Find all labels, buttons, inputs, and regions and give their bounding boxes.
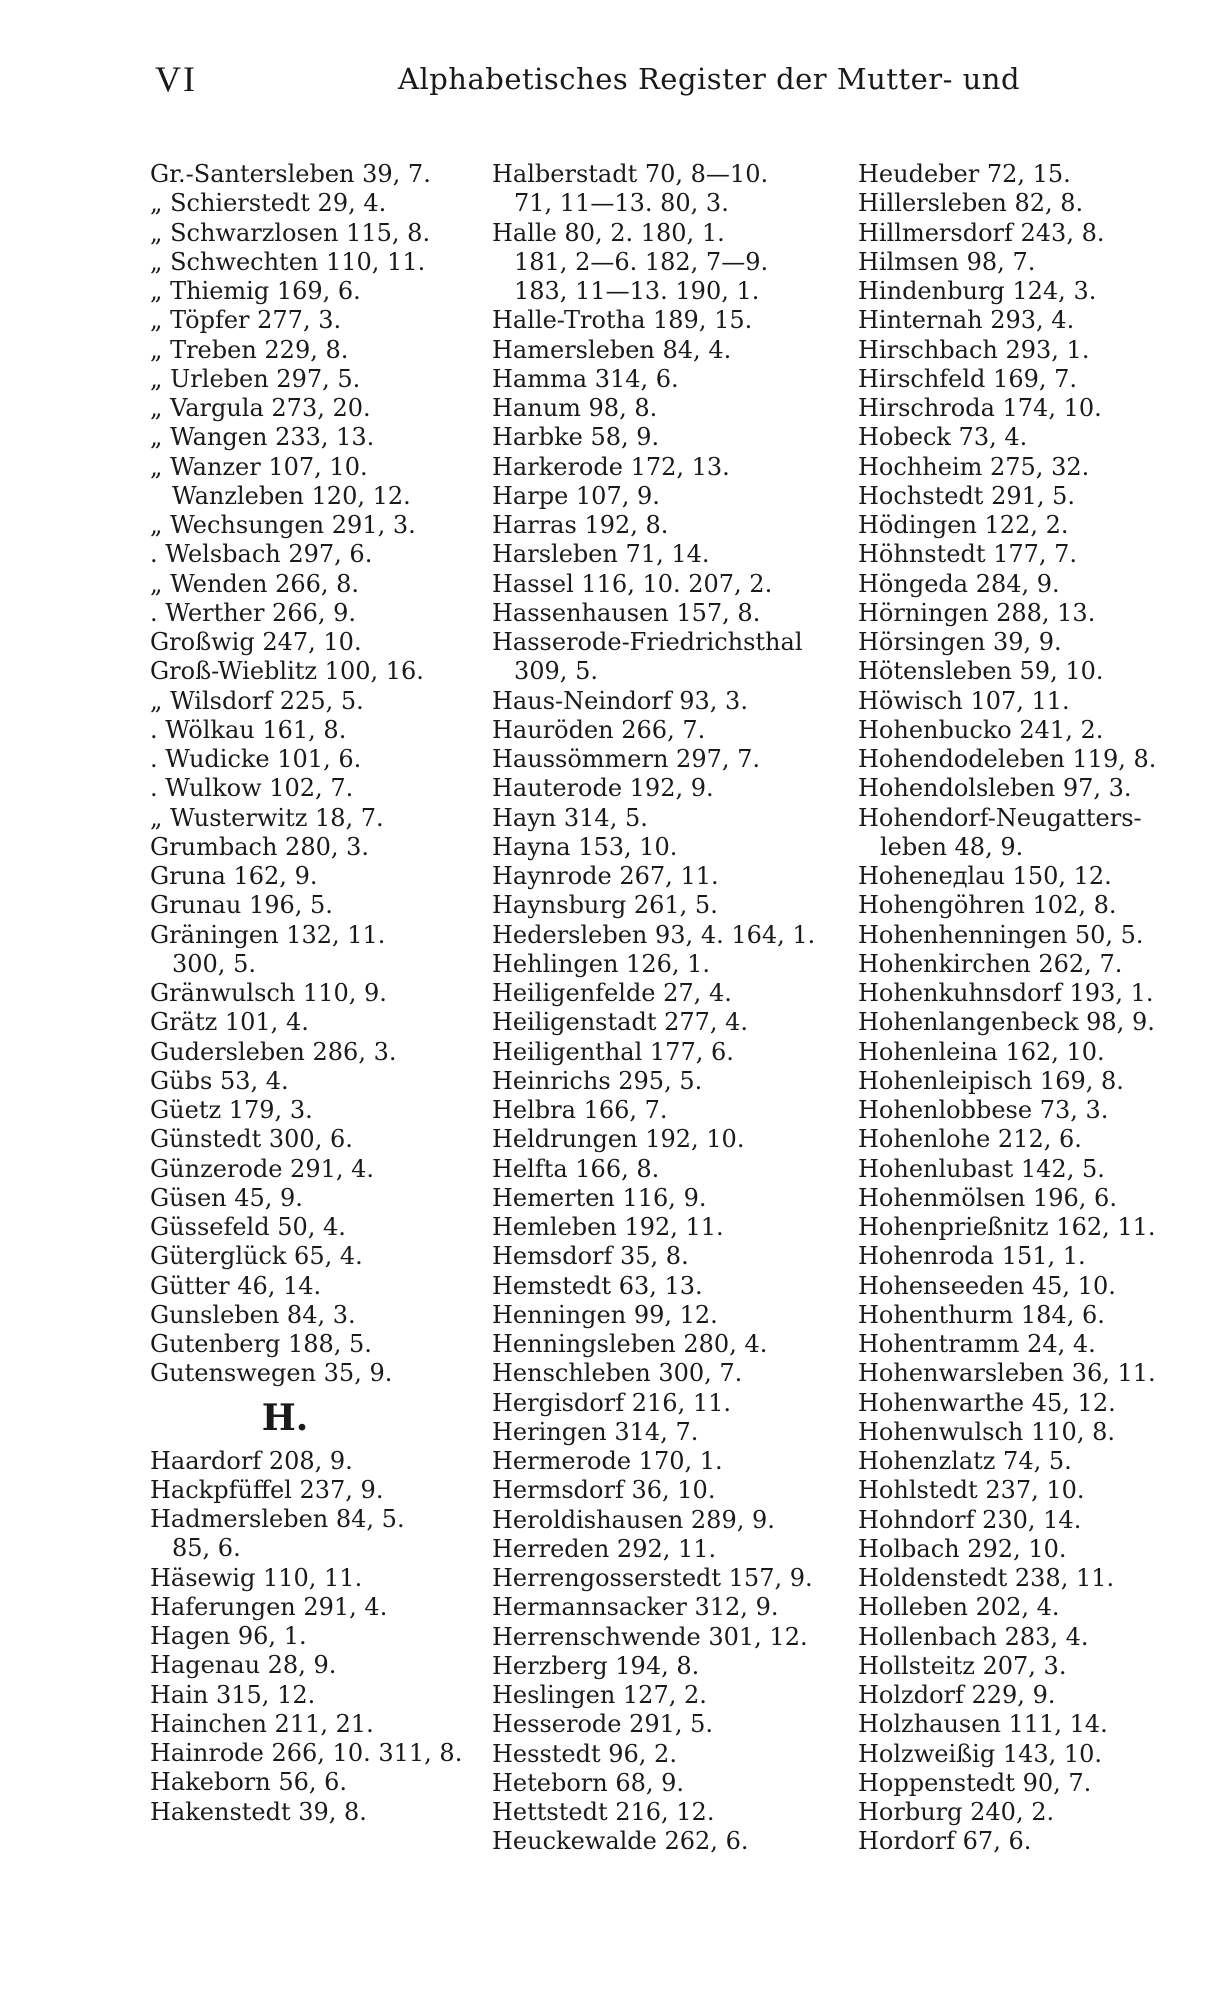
index-entry: Gruna 162, 9. (150, 862, 318, 890)
index-entry: Gutenberg 188, 5. (150, 1330, 372, 1358)
index-entry: „ Wilsdorf 225, 5. (150, 686, 364, 715)
index-entry: „ Wenden 266, 8. (150, 569, 360, 598)
index-entry: Hamma 314, 6. (492, 364, 679, 393)
index-entry: „ Schwarzlosen 115, 8. (150, 218, 431, 247)
index-entry: Hobeck 73, 4. (858, 423, 1028, 452)
index-entry: 85, 6. (172, 1534, 241, 1563)
index-entry: Hohenkirchen 262, 7. (858, 949, 1123, 978)
index-entry: Holzhausen 111, 14. (858, 1710, 1108, 1739)
index-entry: Hesserode 291, 5. (492, 1710, 714, 1739)
index-entry: „ Wechsungen 291, 3. (150, 511, 416, 539)
index-entry: Helbra 166, 7. (492, 1096, 668, 1124)
index-entry: Hermannsacker 312, 9. (492, 1593, 779, 1622)
index-entry: 71, 11—13. 80, 3. (514, 189, 729, 218)
index-entry: 183, 11—13. 190, 1. (514, 277, 760, 305)
index-entry: Hohlstedt 237, 10. (858, 1476, 1085, 1505)
index-entry: Hohengöhren 102, 8. (858, 891, 1117, 920)
index-entry: Holleben 202, 4. (858, 1593, 1060, 1622)
index-entry: Hackpfüffel 237, 9. (150, 1475, 384, 1504)
index-column-2 (492, 160, 822, 1857)
index-entry: Heldrungen 192, 10. (492, 1125, 745, 1154)
index-column-1 (150, 160, 480, 1827)
index-entry: Holbach 292, 10. (858, 1534, 1067, 1563)
index-entry: Hamersleben 84, 4. (492, 335, 732, 364)
index-entry: Grumbach 280, 3. (150, 832, 370, 861)
index-entry: Herrengosserstedt 157, 9. (492, 1564, 813, 1592)
index-entry: Hergisdorf 216, 11. (492, 1388, 731, 1417)
index-entry: Hohenwarthe 45, 12. (858, 1388, 1116, 1417)
index-entry: Güterglück 65, 4. (150, 1242, 363, 1271)
index-entry: 309, 5. (514, 657, 598, 686)
index-entry: 300, 5. (172, 949, 256, 978)
index-entry: Hohenzlatz 74, 5. (858, 1447, 1072, 1475)
index-entry: Hedersleben 93, 4. 164, 1. (492, 920, 816, 949)
index-entry: Hassel 116, 10. 207, 2. (492, 569, 773, 598)
index-entry: Hordorf 67, 6. (858, 1827, 1032, 1856)
index-entry: Günzerode 291, 4. (150, 1154, 375, 1183)
index-entry: Harsleben 71, 14. (492, 540, 710, 569)
index-entry: Harpe 107, 9. (492, 481, 660, 510)
index-entry: Hakenstedt 39, 8. (150, 1797, 367, 1826)
index-entry: Hasserode-Friedrichsthal (492, 628, 803, 656)
index-entry: Hollsteitz 207, 3. (858, 1651, 1067, 1680)
index-entry: Hochstedt 291, 5. (858, 481, 1076, 510)
index-entry: Heteborn 68, 9. (492, 1768, 685, 1797)
index-entry: „ Wusterwitz 18, 7. (150, 803, 384, 832)
index-entry: Herreden 292, 11. (492, 1534, 717, 1563)
index-entry: Güssefeld 50, 4. (150, 1213, 346, 1241)
index-entry: Hohenroda 151, 1. (858, 1242, 1086, 1271)
index-entry: „ Töpfer 277, 3. (150, 306, 342, 335)
index-entry: Holzdorf 229, 9. (858, 1681, 1056, 1709)
index-entry: Heringen 314, 7. (492, 1417, 699, 1446)
index-entry: Heroldishausen 289, 9. (492, 1505, 775, 1534)
running-title: Alphabetisches Register der Mutter- und (398, 62, 1021, 96)
index-entry: Höngeda 284, 9. (858, 569, 1060, 598)
index-entry: Henningsleben 280, 4. (492, 1330, 768, 1358)
index-entry: Heinrichs 295, 5. (492, 1066, 703, 1095)
index-entry: Halberstadt 70, 8—10. (492, 160, 769, 188)
index-entry: Hagen 96, 1. (150, 1622, 307, 1650)
index-entry: Hemleben 192, 11. (492, 1213, 724, 1241)
index-entry: Hohenhenningen 50, 5. (858, 920, 1144, 949)
index-entry: Henningen 99, 12. (492, 1300, 718, 1329)
index-entry: Henschleben 300, 7. (492, 1359, 743, 1388)
index-entry: Hainrode 266, 10. 311, 8. (150, 1739, 463, 1767)
section-heading: H. (261, 1396, 309, 1439)
index-entry: Herzberg 194, 8. (492, 1651, 700, 1680)
index-entry: Hilmsen 98, 7. (858, 247, 1036, 276)
index-entry: Gutenswegen 35, 9. (150, 1359, 393, 1388)
index-entry: Halle 80, 2. 180, 1. (492, 218, 725, 247)
index-entry: Hermerode 170, 1. (492, 1447, 723, 1475)
index-entry: Gunsleben 84, 3. (150, 1300, 356, 1329)
index-entry: Hain 315, 12. (150, 1680, 316, 1709)
index-entry: „ Urleben 297, 5. (150, 364, 361, 393)
index-entry: Hakeborn 56, 6. (150, 1768, 348, 1797)
index-entry: Hohendorf-Neugatters- (858, 803, 1142, 832)
index-entry: Hohenleipisch 169, 8. (858, 1066, 1124, 1095)
index-entry: . Wudicke 101, 6. (150, 745, 362, 773)
index-entry: Hohenleina 162, 10. (858, 1037, 1105, 1066)
index-entry: Groß-Wieblitz 100, 16. (150, 657, 424, 686)
index-entry: 181, 2—6. 182, 7—9. (514, 247, 769, 276)
index-entry: Heuckewalde 262, 6. (492, 1827, 749, 1856)
index-entry: Hillmersdorf 243, 8. (858, 218, 1105, 247)
index-entry: Harkerode 172, 13. (492, 452, 730, 481)
index-entry: Hohenwarsleben 36, 11. (858, 1359, 1156, 1388)
index-entry: Helfta 166, 8. (492, 1154, 660, 1183)
index-entry: „ Wangen 233, 13. (150, 423, 375, 452)
index-entry: „ Schierstedt 29, 4. (150, 189, 387, 218)
index-entry: Hohenlangenbeck 98, 9. (858, 1008, 1155, 1037)
index-entry: Hanum 98, 8. (492, 394, 658, 422)
index-entry: Heiligenthal 177, 6. (492, 1037, 734, 1066)
index-entry: Hohenwulsch 110, 8. (858, 1417, 1115, 1446)
index-entry: Heiligenstadt 277, 4. (492, 1008, 749, 1037)
index-entry: „ Wanzer 107, 10. (150, 452, 368, 481)
index-entry: Grunau 196, 5. (150, 891, 333, 920)
index-entry: Gränwulsch 110, 9. (150, 979, 387, 1007)
index-entry: „ Thiemig 169, 6. (150, 277, 361, 305)
index-entry: Haussömmern 297, 7. (492, 745, 761, 773)
index-entry: Horburg 240, 2. (858, 1798, 1055, 1826)
index-entry: „ Treben 229, 8. (150, 335, 349, 364)
page-number: VI (155, 59, 197, 99)
index-entry: Harbke 58, 9. (492, 423, 660, 452)
index-entry: . Werther 266, 9. (150, 598, 357, 627)
index-entry: Güsen 45, 9. (150, 1183, 303, 1212)
index-entry: Herrenschwende 301, 12. (492, 1622, 808, 1651)
index-entry: Hohenlobbese 73, 3. (858, 1096, 1109, 1124)
index-entry: Haardorf 208, 9. (150, 1446, 353, 1475)
index-entry: Hemstedt 63, 13. (492, 1271, 703, 1300)
index-entry: Höhnstedt 177, 7. (858, 540, 1078, 569)
index-entry: Hassenhausen 157, 8. (492, 598, 761, 627)
index-entry: Hohenbucko 241, 2. (858, 715, 1104, 744)
index-entry: Hirschfeld 169, 7. (858, 364, 1078, 393)
index-entry: Hehlingen 126, 1. (492, 949, 711, 978)
index-entry: Heudeber 72, 15. (858, 160, 1071, 188)
index-entry: Hirschroda 174, 10. (858, 394, 1102, 422)
index-entry: Hemsdorf 35, 8. (492, 1242, 689, 1271)
index-entry: „ Schwechten 110, 11. (150, 247, 426, 276)
index-entry: . Welsbach 297, 6. (150, 540, 373, 569)
index-entry: Hayn 314, 5. (492, 803, 648, 832)
index-entry: Höwisch 107, 11. (858, 686, 1070, 715)
index-entry: Hadmersleben 84, 5. (150, 1505, 405, 1533)
index-entry: Holzweißig 143, 10. (858, 1739, 1103, 1768)
index-entry: Hirschbach 293, 1. (858, 335, 1090, 364)
index-entry: Haferungen 291, 4. (150, 1592, 388, 1621)
index-entry: Gr.-Santersleben 39, 7. (150, 160, 431, 188)
index-entry: Hohendodeleben 119, 8. (858, 745, 1157, 773)
index-entry: Hoppenstedt 90, 7. (858, 1768, 1092, 1797)
index-entry: Hesstedt 96, 2. (492, 1739, 677, 1768)
index-entry: Hörningen 288, 13. (858, 598, 1096, 627)
index-entry: Hohenlohe 212, 6. (858, 1125, 1082, 1154)
index-entry: Hauröden 266, 7. (492, 715, 706, 744)
index-entry: Wanzleben 120, 12. (172, 481, 411, 510)
index-entry: Hohentramm 24, 4. (858, 1330, 1096, 1358)
index-entry: Haynrode 267, 11. (492, 862, 719, 890)
index-entry: Hettstedt 216, 12. (492, 1798, 715, 1826)
index-column-3 (858, 160, 1188, 1857)
index-entry: Hagenau 28, 9. (150, 1651, 337, 1680)
index-entry: Günstedt 300, 6. (150, 1125, 353, 1154)
index-entry: Häsewig 110, 11. (150, 1563, 363, 1592)
index-entry: Hochheim 275, 32. (858, 452, 1090, 481)
index-entry: Halle-Trotha 189, 15. (492, 306, 753, 335)
index-entry: Hörsingen 39, 9. (858, 628, 1062, 656)
index-entry: Hohendolsleben 97, 3. (858, 774, 1132, 803)
index-entry: Hötensleben 59, 10. (858, 657, 1104, 686)
index-entry: Hohndorf 230, 14. (858, 1505, 1082, 1534)
index-entry: Haynsburg 261, 5. (492, 891, 718, 920)
page-header (0, 58, 1215, 98)
index-entry: Hollenbach 283, 4. (858, 1622, 1089, 1651)
index-entry: Großwig 247, 10. (150, 628, 362, 656)
index-entry: Hemerten 116, 9. (492, 1183, 707, 1212)
index-entry: Hillersleben 82, 8. (858, 189, 1084, 218)
index-entry: Hohenkuhnsdorf 193, 1. (858, 979, 1154, 1007)
index-entry: Hödingen 122, 2. (858, 511, 1069, 539)
index-entry: Hohenseeden 45, 10. (858, 1271, 1116, 1300)
index-entry: Güetz 179, 3. (150, 1096, 313, 1124)
index-entry: Gübs 53, 4. (150, 1066, 289, 1095)
index-entry: Hoheneдlau 150, 12. (858, 862, 1112, 890)
index-entry: Gräningen 132, 11. (150, 920, 386, 949)
index-entry: Hindenburg 124, 3. (858, 277, 1097, 305)
index-entry: Harras 192, 8. (492, 511, 669, 539)
index-entry: Hainchen 211, 21. (150, 1709, 374, 1738)
index-entry: Heslingen 127, 2. (492, 1681, 707, 1709)
index-entry: Hermsdorf 36, 10. (492, 1476, 716, 1505)
index-entry: Heiligenfelde 27, 4. (492, 979, 732, 1007)
index-entry: Holdenstedt 238, 11. (858, 1564, 1115, 1592)
index-entry: Haus-Neindorf 93, 3. (492, 686, 748, 715)
index-entry: Hohenlubast 142, 5. (858, 1154, 1105, 1183)
index-entry: Gudersleben 286, 3. (150, 1037, 397, 1066)
index-entry: Hohenthurm 184, 6. (858, 1300, 1105, 1329)
index-entry: „ Vargula 273, 20. (150, 394, 371, 422)
index-entry: Hohenmölsen 196, 6. (858, 1183, 1117, 1212)
index-entry: Hinternah 293, 4. (858, 306, 1075, 335)
index-entry: Gütter 46, 14. (150, 1271, 322, 1300)
index-entry: Hauterode 192, 9. (492, 774, 714, 803)
index-entry: . Wölkau 161, 8. (150, 715, 347, 744)
index-entry: Grätz 101, 4. (150, 1008, 309, 1037)
index-entry: Hohenprießnitz 162, 11. (858, 1213, 1156, 1241)
index-entry: . Wulkow 102, 7. (150, 774, 354, 803)
index-entry: leben 48, 9. (880, 832, 1024, 861)
index-entry: Hayna 153, 10. (492, 832, 678, 861)
